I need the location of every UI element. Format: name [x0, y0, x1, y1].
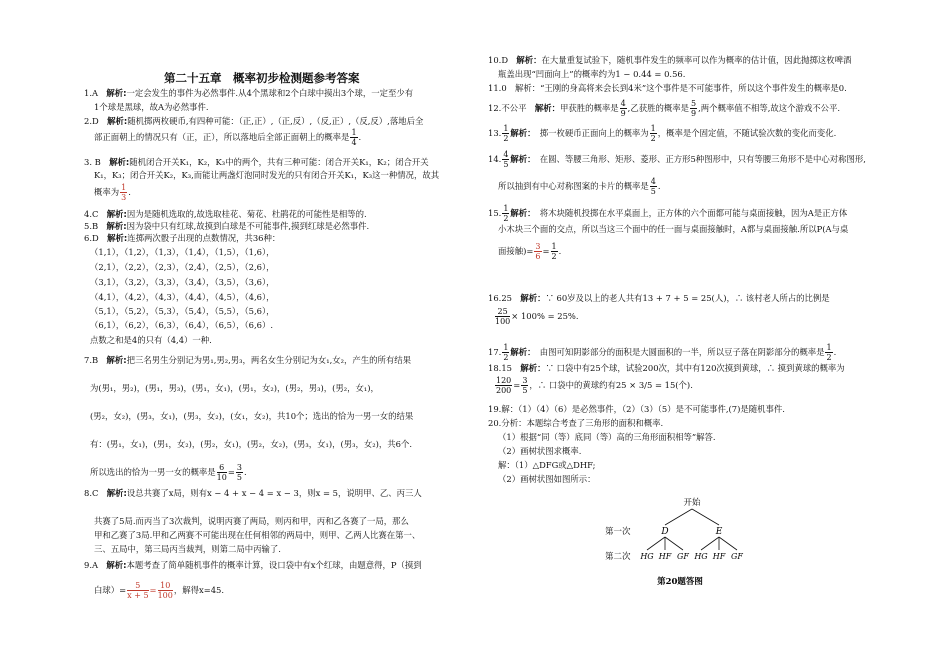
answer-1-line-1: [84, 88, 413, 99]
dice-row: （4,1），（4,2），（4,3），（4,4），（4,5），（4,6），: [90, 292, 275, 302]
answer-text: 因为袋中只有红球,故摸到白球是不可能事件,摸到红球是必然事件.: [126, 221, 370, 231]
equals-sign: =: [542, 246, 550, 256]
answer-2-line-1: [84, 116, 423, 127]
answer-number: 8.C: [84, 488, 107, 498]
answer-20-step-1: （1）根据“同（等）底同（等）高的三角形面积相等”解答.: [498, 432, 716, 442]
answer-text: ，∴ 口袋中的黄球约有25 × 3/5 = 15(个).: [529, 380, 693, 390]
fraction-denominator: 100: [157, 591, 173, 600]
analysis-label: 解析:: [109, 157, 130, 167]
answer-11: 11.0 解析：“王刚的身高将来会长到4米”这个事件是不可能事件，所以这个事件发生的概率是0.: [488, 83, 847, 93]
fraction: [502, 204, 509, 223]
answer-7-line-4: 有：(男₁，女₁)，(男₁，女₂)，(男₂，女₁)，(男₂，女₂)，(男₃，女₁)，(男₃，女₂)，共6个.: [90, 439, 412, 449]
answer-2-line-2: 部正面朝上的情况只有（正，正），所以落地后全部正面朝上的概率是 $\frac{1}{4}$ .: [94, 128, 362, 147]
fraction: [127, 581, 148, 600]
analysis-label: 解析:: [106, 560, 127, 570]
answer-number: 2.D: [84, 116, 108, 126]
dice-row: （3,1），（3,2），（3,3），（3,4），（3,5），（3,6），: [90, 277, 275, 287]
answer-20-analysis: 20.分析：本题综合考查了三角形的面积和概率.: [488, 418, 664, 428]
analysis-label: 解析：: [510, 208, 532, 218]
answer-number: 9.A: [84, 560, 107, 570]
answer-18-line-1: [488, 363, 845, 374]
fraction: [502, 150, 509, 169]
fraction-numerator: 1: [503, 343, 509, 352]
analysis-label: 解析：: [520, 363, 546, 373]
fraction-denominator: 5: [503, 160, 509, 169]
answer-3-line-1: [84, 157, 429, 168]
tree-caption: 第20题答图: [657, 577, 703, 587]
analysis-label: 解析:: [106, 355, 127, 365]
answer-text: 在大量重复试验下，随机事件发生的频率可以作为概率的估计值，因此抛掷这枚啤酒: [541, 55, 852, 65]
fraction-denominator: 2: [503, 134, 509, 143]
fraction-numerator: 1: [551, 242, 557, 251]
analysis-label: 解析：: [510, 128, 532, 138]
fraction-denominator: 3: [121, 193, 127, 202]
answer-18-line-2: [494, 376, 693, 395]
tree-branch: [701, 537, 719, 550]
answer-9-line-2: [94, 581, 224, 600]
fraction-numerator: 1: [650, 124, 656, 133]
tree-first-label: 第一次: [605, 527, 631, 537]
answer-7-line-2: 为(男₁，男₂)，(男₁，男₃)，(男₁，女₁)，(男₁，女₂)，(男₂，男₃)，(男₂，女₁)，: [90, 383, 379, 393]
answer-10-line-2: 瓶盖出现“凹面向上”的概率约为1 − 0.44 = 0.56.: [498, 69, 686, 79]
answer-text: ，解得x=45.: [173, 585, 225, 595]
answer-text: 掷一枚硬币正面向上的概率为: [531, 128, 649, 138]
fraction: [236, 463, 243, 482]
analysis-label: 解析：: [516, 55, 542, 65]
dice-row: （2,1），（2,2），（2,3），（2,4），（2,5），（2,6），: [90, 262, 275, 272]
tree-node-d: D: [661, 527, 669, 537]
answer-8-line-4: 三、五局中，第三局丙当裁判，则第二局中丙输了.: [94, 544, 281, 554]
equals-sign: =: [149, 585, 157, 595]
fraction: [690, 99, 697, 118]
answer-text: 概率为: [94, 187, 120, 197]
dice-row: （5,1），（5,2），（5,3），（5,4），（5,5），（5,6），: [90, 306, 275, 316]
tree-leaf: GF: [731, 552, 743, 561]
fraction-numerator: 4: [650, 177, 656, 186]
fraction: [534, 242, 541, 261]
fraction: [650, 124, 657, 143]
answer-text: 所以抽到有中心对称图案的卡片的概率是: [498, 181, 649, 191]
answer-number: 17.: [488, 347, 502, 357]
tree-node-e: E: [715, 527, 723, 537]
fraction-denominator: 9: [690, 109, 697, 118]
fraction: [551, 242, 558, 261]
answer-number: 18.15: [488, 363, 521, 373]
fraction-numerator: 1: [503, 204, 509, 213]
answer-15-line-2: 小木块三个面的交点，所以当这三个面中的任一面与桌面接触时，A都与桌面接触.所以P(A与桌: [498, 224, 849, 234]
answer-12: [488, 99, 840, 118]
tree-leaf: GF: [677, 552, 689, 561]
answer-6-line-2: 点数之和是4的只有（4,4）一种.: [90, 335, 212, 345]
tree-branch: [719, 537, 737, 550]
fraction: [620, 99, 627, 118]
fraction-denominator: 6: [535, 252, 541, 261]
answer-19: 19.解：（1）（4）（6）是必然事件，（2）（3）（5）是不可能事件,(7)是随机事件.: [488, 404, 785, 414]
answer-text: 由图可知阴影部分的面积是大圆面积的一半，所以豆子落在阴影部分的概率是: [531, 347, 825, 357]
analysis-label: 解析:: [107, 116, 128, 126]
answer-3-line-2: K₁，K₃；闭合开关K₂，K₃,而能让两盏灯泡同时发光的只有闭合开关K₁，K₃这一种情况，故其: [94, 170, 440, 180]
fraction-numerator: 10: [158, 581, 173, 591]
answer-3-line-3: 概率为 $\frac{1}{3}$ .: [94, 183, 131, 202]
fraction-denominator: 100: [495, 317, 511, 326]
answer-8-line-3: 甲和乙赛了3局.甲和乙两赛不可能出现在任何相邻的两局中，则甲、乙两人比赛在第一、: [94, 530, 421, 540]
answer-text: 随机闭合开关K₁，K₂，K₃中的两个，共有三种可能：闭合开关K₁，K₂；闭合开关: [129, 157, 429, 167]
answer-number: 13.: [488, 128, 502, 138]
fraction-numerator: 5: [127, 581, 148, 591]
answer-20-step-2: （2）画树状图求概率.: [498, 446, 582, 456]
answer-number: 1.A: [84, 88, 107, 98]
fraction: [120, 183, 127, 202]
answer-text: ∵ 口袋中有25个球，试验200次，其中有120次摸到黄球，∴ 摸到黄球的概率为: [545, 363, 845, 373]
answer-8-line-2: 共赛了5局.而丙当了3次裁判，说明丙赛了两局，则丙和甲，丙和乙各赛了一局，那么: [94, 516, 409, 526]
analysis-label: 解析:: [106, 221, 127, 231]
fraction-numerator: 25: [495, 307, 510, 317]
answer-17: 17. $\frac{1}{2}$ 解析： 由图可知阴影部分的面积是大圆面积的一半，所以豆子落在阴影部分的概率是 $\frac{1}{2}$ .: [488, 343, 837, 362]
tree-leaf: HG: [694, 552, 708, 561]
analysis-label: 解析：: [534, 103, 560, 113]
answer-10-line-1: [488, 55, 851, 66]
answer-number: 6.D: [84, 233, 108, 243]
answer-14-line-2: 所以抽到有中心对称图案的卡片的概率是 $\frac{4}{5}$ .: [498, 177, 661, 196]
fraction-numerator: 3: [535, 242, 541, 251]
fraction: [650, 177, 657, 196]
fraction-denominator: 5: [522, 386, 528, 395]
answer-16-line-1: [488, 293, 830, 304]
tree-branch: [665, 537, 683, 550]
answer-20-solution-1: 解：（1）△DFG或△DHF;: [498, 460, 596, 470]
dice-row: （6,1），（6,2），（6,3），（6,4），（6,5），（6,6）.: [90, 320, 274, 330]
fraction: [217, 463, 227, 482]
answer-20-solution-2: （2）画树状图如图所示：: [498, 474, 596, 484]
fraction: [825, 343, 832, 362]
answer-number: 14.: [488, 154, 502, 164]
fraction: [350, 128, 357, 147]
dice-row: （1,1），（1,2），（1,3），（1,4），（1,5），（1,6），: [90, 247, 275, 257]
fraction-denominator: 10: [216, 473, 227, 482]
fraction-denominator: 2: [551, 252, 557, 261]
answer-4: [84, 209, 367, 220]
answer-text: 将木块随机投掷在水平桌面上，正方体的六个面都可能与桌面接触，因为A是正方体: [531, 208, 848, 218]
answer-text: × 100% = 25%.: [511, 311, 579, 321]
answer-text: ,乙获胜的概率是: [627, 103, 689, 113]
fraction-denominator: 4: [351, 138, 357, 147]
fraction-denominator: 9: [620, 109, 626, 118]
answer-15-line-3: 面接触)= $\frac{3}{6}$ = $\frac{1}{2}$ .: [498, 242, 562, 261]
fraction-numerator: 1: [351, 128, 357, 137]
answer-7-line-3: (男₂，女₂)，(男₃，女₁)，(男₃，女₂)，(女₁，女₂)，共10个；选出的恰为一男一女的结果: [90, 411, 414, 421]
equals-sign: =: [227, 467, 235, 477]
answer-number: 5.B: [84, 221, 107, 231]
analysis-label: 解析:: [107, 233, 128, 243]
fraction-denominator: 2: [503, 214, 509, 223]
fraction: [502, 124, 509, 143]
analysis-label: 解析:: [106, 88, 127, 98]
answer-15-line-1: [488, 204, 847, 223]
answer-14-line-1: [488, 150, 866, 169]
answer-text: 所以选出的恰为一男一女的概率是: [90, 467, 216, 477]
fraction-numerator: 4: [503, 150, 509, 159]
analysis-label: 解析：: [510, 347, 532, 357]
answer-1-line-2: 1个球是黑球，故A为必然事件.: [94, 102, 209, 112]
answer-number: 4.C: [84, 209, 107, 219]
fraction-denominator: x + 5: [127, 591, 149, 600]
fraction: [495, 307, 510, 326]
answer-text: 设总共赛了x局，则有x − 4 + x − 4 = x − 3，则x = 5，说明甲、乙、丙三人: [126, 488, 422, 498]
answer-text: 把三名男生分别记为男₁,男₂,男₃，两名女生分别记为女₁,女₂，产生的所有结果: [126, 355, 412, 365]
fraction-numerator: 1: [826, 343, 832, 352]
tree-branch: [647, 537, 665, 550]
analysis-label: 解析：: [520, 293, 546, 303]
answer-number: 3. B: [84, 157, 110, 167]
fraction-numerator: 5: [690, 99, 697, 108]
answer-text: 随机掷两枚硬币,有四种可能：（正,正）,（正,反）,（反,正）,（反,反）,落地后全: [127, 116, 424, 126]
analysis-label: 解析:: [106, 209, 127, 219]
fraction-denominator: 2: [650, 134, 656, 143]
answer-13: [488, 124, 836, 143]
fraction-denominator: 200: [496, 386, 512, 395]
answer-number: 16.25: [488, 293, 521, 303]
tree-start-label: 开始: [683, 498, 701, 508]
fraction-denominator: 5: [650, 187, 656, 196]
answer-text: ，概率是个固定值，不随试验次数的变化而变化.: [657, 128, 837, 138]
answer-number: 7.B: [84, 355, 107, 365]
fraction-denominator: 2: [503, 353, 509, 362]
analysis-label: 解析：: [510, 154, 532, 164]
fraction: [495, 376, 512, 395]
tree-leaf: HG: [640, 552, 654, 561]
tree-branch: [665, 509, 692, 525]
fraction-numerator: 4: [620, 99, 626, 108]
fraction-numerator: 1: [503, 124, 509, 133]
answer-text: 白球）=: [94, 585, 127, 595]
fraction-numerator: 3: [522, 376, 528, 385]
answer-number: 12.不公平: [488, 103, 535, 113]
fraction-numerator: 120: [496, 376, 512, 385]
answer-7-line-1: [84, 355, 411, 366]
answer-text: 甲获胜的概率是: [559, 103, 619, 113]
answer-text: 本题考查了简单随机事件的概率计算，设口袋中有x个红球，由题意得，P（摸到: [126, 560, 422, 570]
answer-number: 10.D: [488, 55, 517, 65]
fraction-numerator: 6: [217, 463, 227, 473]
fraction-numerator: 1: [121, 183, 127, 192]
answer-text: 部正面朝上的情况只有（正，正），所以落地后全部正面朝上的概率是: [94, 132, 350, 142]
fraction: [158, 581, 173, 600]
answer-6-line-1: [84, 233, 280, 244]
answer-7-line-5: 所以选出的恰为一男一女的概率是 $\frac{6}{10}$ = $\frac{3}{5}$ .: [90, 463, 247, 482]
answer-text: 因为是随机选取的,故选取桂花、菊花、杜鹃花的可能性是相等的.: [126, 209, 367, 219]
equals-sign: =: [513, 380, 521, 390]
answer-text: 一定会发生的事件为必然事件.从4个黑球和2个白球中摸出3个球，一定至少有: [126, 88, 414, 98]
tree-diagram: [595, 492, 765, 590]
tree-leaf: HF: [712, 552, 726, 561]
answer-5: [84, 221, 369, 232]
tree-branch: [692, 509, 719, 525]
fraction-denominator: 5: [236, 473, 242, 482]
answer-text: 连掷两次骰子出现的点数情况，共36种：: [127, 233, 281, 243]
answer-8-line-1: [84, 488, 422, 499]
doc-title: 第二十五章 概率初步检测题参考答案: [164, 71, 360, 85]
answer-text: ,两个概率值不相等,故这个游戏不公平.: [698, 103, 841, 113]
answer-text: 面接触)=: [498, 246, 534, 256]
answer-text: 在圆、等腰三角形、矩形、菱形、正方形5种图形中，只有等腰三角形不是中心对称图形,: [531, 154, 866, 164]
answer-text: ∵ 60岁及以上的老人共有13 + 7 + 5 = 25(人)，∴ 该村老人所占的比例是: [545, 293, 830, 303]
fraction-numerator: 3: [236, 463, 242, 472]
answer-number: 15.: [488, 208, 502, 218]
tree-second-label: 第二次: [605, 552, 631, 562]
fraction: [521, 376, 528, 395]
tree-leaf: HF: [658, 552, 672, 561]
analysis-label: 解析:: [106, 488, 127, 498]
answer-16-line-2: [494, 307, 579, 326]
fraction: [502, 343, 509, 362]
answer-9-line-1: [84, 560, 422, 571]
fraction-denominator: 2: [826, 353, 832, 362]
